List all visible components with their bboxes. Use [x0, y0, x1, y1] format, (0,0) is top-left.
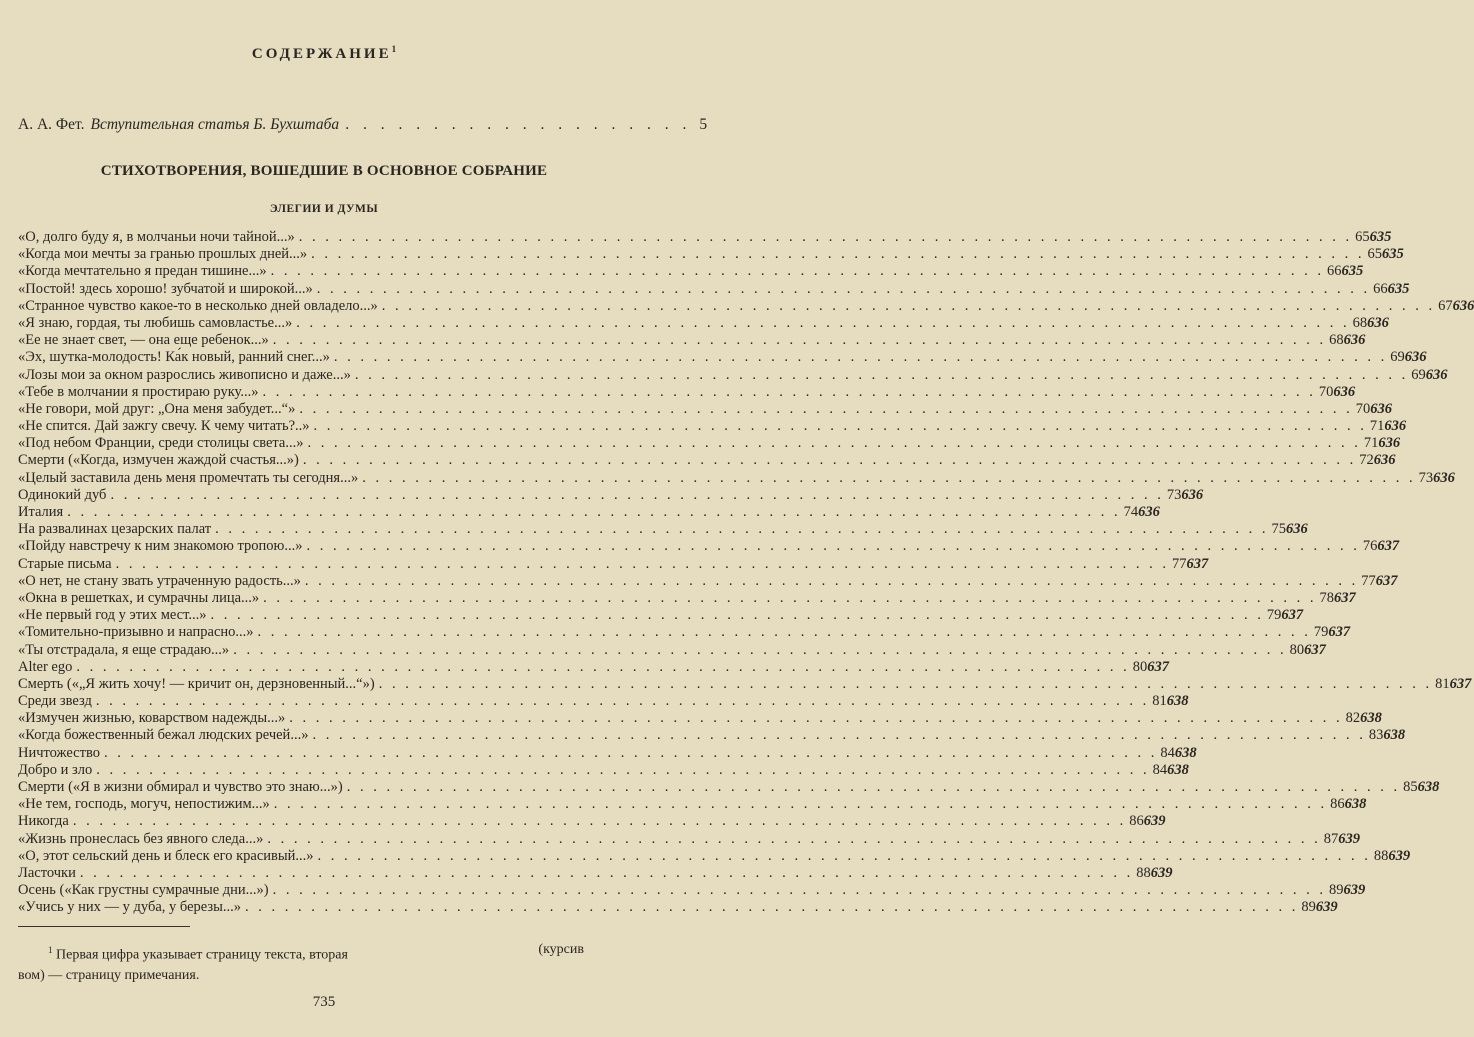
- footnote-text-1-end: (курсив: [538, 942, 584, 957]
- leader-dots: . . . . . . . . . . . . . . . . . . . . . . . . . . . . . . . . . . . . . . . . . . . . . . . . . . . . . . . . . . . . . . . . . . . . . . . . . . . . . . . .: [346, 779, 1401, 795]
- toc-entry: [18, 882, 1366, 899]
- entry-page: 84: [1160, 744, 1175, 761]
- toc-entry: [18, 624, 1351, 641]
- page-number: 735: [312, 994, 336, 1010]
- entry-note-page: 637: [1304, 641, 1326, 658]
- entry-note-page: 637: [1334, 589, 1356, 606]
- leader-dots: . . . . . . . . . . . . . . . . . . . . . . . . . . . . . . . . . . . . . . . . . . . . . . . . . . . . . . . . . . . . . . . . . . . . . . . . . . . . . . . .: [362, 469, 1416, 486]
- toc-entry: [18, 658, 1169, 676]
- toc-entry: [18, 504, 1160, 521]
- entry-note-page: 636: [1452, 297, 1474, 314]
- leader-dots: . . . . . . . . . . . . . . . . . . . . . . . . . . . . . . . . . . . . . . . . . . . . . . . . . . . . . . . . . . . . . . . . . . . . . . . . . . . . . . . .: [244, 899, 1299, 916]
- entry-note-page: 636: [1404, 349, 1427, 366]
- entry-title: «О нет, не стану звать утраченную радость...»: [18, 572, 301, 589]
- toc-entry: [18, 418, 1407, 435]
- entry-note-page: 636: [1378, 435, 1401, 452]
- entry-page: 68: [1329, 332, 1344, 349]
- leader-dots: . . . . . . . . . . . . . . . . . . . . . . . . . . . . . . . . . . . . . . . . . . . . . . . . . . . . . . . . . . . . . . . . . . . . . . . . . . . . . . . .: [267, 830, 1321, 847]
- entry-note-page: 635: [1382, 246, 1404, 263]
- entry-note-page: 638: [1344, 796, 1367, 813]
- toc-entry: [18, 710, 1382, 727]
- entry-title: «Странное чувство какое-то в несколько дней овладело...»: [18, 297, 378, 314]
- entry-title: Ласточки: [18, 864, 76, 881]
- leader-dots: . . . . . . . . . . . . . . . . . . . . . . . . . . . . . . . . . . . . . . . . . . . . . . . . . . . . . . . . . . . . . . . . . . . . . . . . . . . . . . . .: [110, 486, 1164, 503]
- leader-dots: . . . . . . . . . . . . . . . . . . . . . . . . . . . . . . . . . . . . . . . . . . . . . . . . . . . . . . . . . . . . . . . . . . . . . . . . . . . . . . . .: [233, 641, 1287, 658]
- entry-title: Ничтожество: [18, 744, 100, 761]
- section-heading: СТИХОТВОРЕНИЯ, ВОШЕДШИЕ В ОСНОВНОЕ СОБРАНИЕ: [100, 163, 548, 179]
- entry-note-page: 636: [1425, 366, 1448, 383]
- leader-dots: . . . . . . . . . . . . . . . . . . . . . . . . . . . . . . . . . . . . . . . . . . . . . . . . . . . . . . . . . . . . . . . . . . . . . . . . . . . . . . . .: [313, 418, 1367, 435]
- entry-note-page: 639: [1315, 899, 1338, 916]
- entry-title: «Постой! здесь хорошо! зубчатой и широкой...»: [18, 280, 313, 297]
- entry-title: Добро и зло: [18, 761, 93, 778]
- entry-note-page: 637: [1377, 538, 1400, 555]
- entry-title: Среди звезд: [18, 693, 92, 710]
- leader-dots: . . . . . . . . . . . . . . . . . . . . . . . . . . . . . . . . . . . . . . . . . . . . . . . . . . . . . . . . . . . . . . . . . . . . . . . . . . . . . . . .: [298, 229, 1353, 245]
- entry-page: 71: [1363, 435, 1379, 452]
- entry-page: 79: [1266, 607, 1282, 624]
- toc-entry: [18, 555, 1209, 573]
- entry-title: «Тебе в молчании я простираю руку...»: [18, 383, 259, 400]
- entry-title: «Целый заставила день меня промечтать ты сегодня...»: [18, 469, 359, 486]
- leader-dots: . . . . . . . . . . . . . . . . . . . . . . . . . . . . . . . . . . . . . . . . . . . . . . . . . . . . . . . . . . . . . . . . . . . . . . . . . . . . . . . .: [304, 572, 1359, 589]
- leader-dots: . . . . . . . . . . . . . . . . . . . . . . . . . . . . . . . . . . . . . . . . . . . . . . . . . . . . . . . . . . . . . . . . . . . . . . . . . . . . . . . .: [262, 383, 1316, 400]
- leader-dots: . . . . . . . . . . . . . . . . . . . . . . . . . . . . . . . . . . . . . . . . . . . . . . . . . . . . . . . . . . . . . . . . . . . . . . . . . . . . . . . .: [302, 452, 1357, 469]
- toc-entry: [18, 521, 1308, 538]
- entry-note-page: 638: [1417, 779, 1440, 795]
- toc-entry: [18, 675, 1472, 693]
- entry-note-page: 636: [1333, 383, 1356, 400]
- leader-dots: . . . . . . . . . . . . . . . . . . . . . . . . . . . . . . . . . . . . . . . . . . . . . . . . . . . . . . . . . . . . . . . . . . . . . . . . . . . . . . . .: [311, 246, 1365, 263]
- entry-title: Одинокий дуб: [18, 486, 107, 503]
- toc-entry: [18, 280, 1410, 298]
- entry-page: 65: [1367, 246, 1383, 263]
- entry-title: «Я знаю, гордая, ты любишь самовластье...»: [18, 314, 293, 331]
- leader-dots: . . . . . . . . . . . . . . . . . . . . . . . . . . . . . . . . . . . . . . . . . . . . . . . . . . . . . . . . . . . . . . . . . . . . . . . . . . . . . . . .: [95, 693, 1150, 710]
- entry-title: Старые письма: [18, 555, 112, 572]
- entry-page: 88: [1373, 847, 1389, 864]
- toc-entry: [18, 314, 1389, 332]
- toc-entry: [18, 400, 1392, 418]
- footnote: [18, 940, 584, 986]
- toc-entries-list: [18, 229, 1474, 917]
- title-footnote-mark: 1: [391, 44, 397, 54]
- toc-entry: [18, 744, 1197, 762]
- leader-dots: . . . . . . . . . . . . . . . . . . . . . . . . . . . . . . . . . . . . . . . . . . . . . . . . . . . . . . . . . . . . . . . . . . . . . . . . . . . . . . . .: [307, 435, 1361, 452]
- entry-note-page: 638: [1167, 761, 1189, 778]
- entry-note-page: 636: [1433, 469, 1455, 486]
- toc-entry: [18, 727, 1406, 744]
- entry-note-page: 635: [1341, 263, 1364, 280]
- entry-page: 89: [1301, 899, 1316, 916]
- entry-note-page: 637: [1375, 572, 1398, 589]
- entry-title: «Когда мои мечты за гранью прошлых дней...»: [18, 246, 308, 263]
- entry-page: 70: [1318, 383, 1334, 400]
- toc-entry: [18, 693, 1189, 710]
- title-text: СОДЕРЖАНИЕ: [251, 46, 392, 62]
- toc-entry: [18, 297, 1474, 315]
- toc-entry: [18, 847, 1411, 865]
- entry-title: «Когда божественный бежал людских речей...»: [18, 727, 309, 744]
- entry-note-page: 637: [1328, 624, 1351, 641]
- entry-page: 81: [1152, 693, 1167, 710]
- leader-dots: . . . . . . . . . . . . . . . . . . . . . . . . . . . . . . . . . . . . . . . . . . . . . . . . . . . . . . . . . . . . . . . . . . . . . . . . . . . . . . . .: [354, 366, 1409, 383]
- entry-page: 68: [1352, 314, 1368, 331]
- toc-entry: [18, 607, 1304, 624]
- entry-page: 79: [1313, 624, 1329, 641]
- leader-dots: . . . . . . . . . . . . . . . . . . . . . . . . . . . . . . . . . . . . . . . . . . . . . . . . . . . . . . . . . . . . . . . . . . . . . . . . . . . . . . . .: [316, 280, 1371, 297]
- entry-page: 82: [1345, 710, 1361, 727]
- entry-note-page: 637: [1147, 658, 1169, 675]
- entry-note-page: 636: [1343, 332, 1366, 349]
- entry-title: «Не тем, господь, могуч, непостижим...»: [18, 796, 270, 813]
- entry-note-page: 638: [1383, 727, 1406, 744]
- entry-title: Никогда: [18, 813, 69, 830]
- entry-note-page: 638: [1360, 710, 1382, 727]
- entry-note-page: 637: [1449, 675, 1472, 692]
- entry-title: «Ее не знает свет, — она еще ребенок...»: [18, 332, 269, 349]
- intro-page: 5: [699, 116, 708, 133]
- entry-title: «О, этот сельский день и блеск его красивый...»: [18, 847, 314, 864]
- leader-dots: . . . . . . . . . . . . . . . . . . . . . . . . . . . . . . . . . . . . . . . . . . . . . . . . . . . . . . . . . . . . . . . . . . . . . . . . . . . . . . . .: [257, 624, 1311, 641]
- entry-page: 75: [1271, 521, 1286, 538]
- entry-title: «Не говори, мой друг: „Она меня забудет...“»: [18, 400, 296, 417]
- entry-note-page: 635: [1369, 229, 1392, 245]
- leader-dots: . . . . . . . . . . . . . . . . . . . . . . . . . . . . . . . . . . . . . . . . . . . . . . . . . . . . . . . . . . . . . . . . . . . . . . . . . . . . . . . .: [289, 710, 1343, 727]
- entry-title: «Не первый год у этих мест...»: [18, 607, 207, 624]
- entry-page: 66: [1326, 263, 1342, 280]
- entry-note-page: 636: [1370, 400, 1392, 417]
- toc-entry: [18, 641, 1326, 659]
- entry-note-page: 639: [1338, 830, 1360, 847]
- leader-dots: . . . . . . . . . . . . . . . . . . . . . . . . . . . . . . . . . . . . . . . . . . . . . . . . . . . . . . . . . . . . . . . . . . . . . . . . . . . . . . . .: [96, 761, 1150, 778]
- toc-entry: [18, 761, 1189, 779]
- leader-dots: . . . . . . . . . . . . . . . . . . . . . . . . . . . . . . . . . . . . . . . . . . . . . . . . . . . . . . . . . . . . . . . . . . . . . . . . . . . . . . . .: [299, 400, 1353, 417]
- entry-title: «Ты отстрадала, я еще страдаю...»: [18, 641, 230, 658]
- toc-entry: [18, 332, 1366, 349]
- entry-page: 69: [1411, 366, 1426, 383]
- entry-title: Смерти («Я в жизни обмирал и чувство это знаю...»): [18, 779, 343, 795]
- entry-note-page: 636: [1285, 521, 1308, 538]
- entry-page: 71: [1369, 418, 1385, 435]
- entry-note-page: 637: [1281, 607, 1304, 624]
- entry-title: «Пойду навстречу к ним знакомою тропою...»: [18, 538, 303, 555]
- entry-page: 67: [1438, 297, 1453, 314]
- entry-note-page: 639: [1343, 882, 1366, 899]
- entry-note-page: 639: [1150, 864, 1173, 881]
- leader-dots: . . . . . . . . . . . . . . . . . . . . . . . . . . . . . . . . . . . . . . . . . . . . . . . . . . . . . . . . . . . . . . . . . . . . . . . . . . . . . . . .: [381, 297, 1436, 314]
- leader-dots: . . . . . . . . . . . . . . . . . . . . . . . . . . . . . . . . . . . . . . . . . . . . . . . . . . . . . . . . . . . . . . . . . . . . . . . . . . . . . . . .: [270, 263, 1324, 280]
- entry-note-page: 639: [1143, 813, 1166, 830]
- leader-dots: . . . . . . . . . . . . . . . . . . . . . . . . . . . . . . . . . . . . . . . . . . . . . . . . . . . . . . . . . . . . . . . . . . . . . . . . . . . . . . . .: [306, 538, 1360, 555]
- entry-page: 77: [1361, 572, 1376, 589]
- leader-dots: . . . . . . . . . . . . . . . . . . . . . . . . . . . . . . . . . . . . . . . . . . . . . . . . . . . . . . . . . . . . . . . . . . . . . . . . . . . . . . . .: [103, 744, 1158, 761]
- leader-dots: . . . . . . . . . . . . . . . . . . . . . . . . . . . . . . . . . . . . . . . . . . . . . . . . . . . . . . . . . . . . . . . . . . . . . . . . . . . . . . . .: [67, 504, 1121, 520]
- entry-title: «Не спится. Дай зажгу свечу. К чему читать?..»: [18, 418, 310, 435]
- entry-page: 74: [1123, 504, 1139, 520]
- toc-entry: [18, 435, 1401, 452]
- entry-title: Италия: [18, 504, 64, 520]
- entry-page: 81: [1435, 675, 1450, 692]
- subsection-heading: ЭЛЕГИИ И ДУМЫ: [269, 203, 379, 215]
- leader-dots: . . . . . . . . . . . . . . . . . . . . . . . . . . . . . . . . . . . . . . . . . . . . . . . . . . . . . . . . . . . . . . . . . . . . . . . . . . . . . . . .: [378, 675, 1433, 692]
- leader-dots: . . . . . . . . . . . . . . . . . . . . . . . . . . . . . . . . . . . . . . . . . . . . . . . . . . . . . . . . . . . . . . . . . . . . . . . . . . . . . . . .: [76, 658, 1130, 675]
- toc-entry: [18, 486, 1204, 504]
- entry-note-page: 635: [1387, 280, 1410, 297]
- toc-entry: [18, 589, 1356, 607]
- leader-dots: . . . . . . . . . . . . . . . . . . . . . . . . . . . . . . . . . . . . . . . . . . . . . . . . . . . . . . . . . . . . . . . . . . . . . . . . . . . . . . . .: [317, 847, 1371, 864]
- leader-dots: . . . . . . . . . . . . . . . . . . . . . . . . . . . . . . . . . . . . . . . . . . . . . . . . . . . . . . . . . . . . . . . . . . . . . . . . . . . . . . . .: [263, 589, 1317, 606]
- entry-page: 83: [1368, 727, 1384, 744]
- toc-entry: [18, 452, 1396, 469]
- leader-dots: . . . . . . . . . . . . . . . . . . . . . . . . . . . . . . . . . . . . . . . . . . . . . . . . . . . . . . . . . . . . . . . . . . . . . . . . . . . . . . . .: [72, 813, 1127, 830]
- footnote-mark: 1: [48, 945, 53, 955]
- leader-dots: . . . . . . . . . . . . . . . . . . . . . . . . . . . . . . . . . . . . . . . . . . . . . . . . . . . . . . . . . . . . . . . . . . . . . . . . . . . . . . . .: [272, 882, 1327, 899]
- leader-dots: . . . . . . . . . . . . . . . . . . . . . . . . . . . . . . . . . . . . . . . . . . . . . . . . . . . . . . . . . . . . . . . . . . . . . . . . . . . . . . . .: [273, 796, 1328, 813]
- toc-entry: [18, 538, 1400, 555]
- entry-title: «Жизнь пронеслась без явного следа...»: [18, 830, 264, 847]
- toc-entry: [18, 779, 1440, 796]
- entry-page: 87: [1323, 830, 1339, 847]
- intro-author: А. А. Фет.: [18, 116, 85, 133]
- entry-page: 73: [1166, 486, 1182, 503]
- entry-title: «Томительно-призывно и напрасно...»: [18, 624, 254, 641]
- toc-entry: [18, 572, 1398, 590]
- intro-leader-dots: . . . . . . . . . . . . . . . . . . . .: [345, 116, 692, 133]
- toc-entry: [18, 864, 1173, 882]
- entry-title: «Эх, шутка-молодость! Ка́к новый, ранний снег...»: [18, 349, 330, 366]
- entry-page: 66: [1373, 280, 1388, 297]
- leader-dots: . . . . . . . . . . . . . . . . . . . . . . . . . . . . . . . . . . . . . . . . . . . . . . . . . . . . . . . . . . . . . . . . . . . . . . . . . . . . . . . .: [312, 727, 1366, 744]
- entry-note-page: 637: [1186, 555, 1209, 572]
- entry-note-page: 636: [1181, 486, 1204, 503]
- intro-entry: [18, 115, 708, 135]
- entry-page: 86: [1330, 796, 1345, 813]
- entry-title: Осень («Как грустны сумрачные дни...»): [18, 882, 269, 899]
- entry-page: 89: [1329, 882, 1344, 899]
- entry-title: Смерти («Когда, измучен жаждой счастья...»): [18, 452, 299, 469]
- entry-page: 85: [1403, 779, 1418, 795]
- toc-entry: [18, 366, 1448, 384]
- toc-entry: [18, 830, 1360, 848]
- entry-page: 73: [1418, 469, 1434, 486]
- entry-title: «Учись у них — у дуба, у березы...»: [18, 899, 241, 916]
- toc-entry: [18, 469, 1455, 487]
- toc-entry: [18, 899, 1338, 916]
- entry-page: 80: [1289, 641, 1305, 658]
- entry-page: 86: [1129, 813, 1144, 830]
- leader-dots: . . . . . . . . . . . . . . . . . . . . . . . . . . . . . . . . . . . . . . . . . . . . . . . . . . . . . . . . . . . . . . . . . . . . . . . . . . . . . . . .: [272, 332, 1327, 349]
- leader-dots: . . . . . . . . . . . . . . . . . . . . . . . . . . . . . . . . . . . . . . . . . . . . . . . . . . . . . . . . . . . . . . . . . . . . . . . . . . . . . . . .: [296, 314, 1350, 331]
- footnote-rule: [18, 926, 190, 927]
- entry-page: 80: [1132, 658, 1148, 675]
- toc-entry: [18, 349, 1427, 366]
- entry-page: 70: [1355, 400, 1371, 417]
- entry-title: «Измучен жизнью, коварством надежды...»: [18, 710, 286, 727]
- leader-dots: . . . . . . . . . . . . . . . . . . . . . . . . . . . . . . . . . . . . . . . . . . . . . . . . . . . . . . . . . . . . . . . . . . . . . . . . . . . . . . . .: [215, 521, 1269, 538]
- leader-dots: . . . . . . . . . . . . . . . . . . . . . . . . . . . . . . . . . . . . . . . . . . . . . . . . . . . . . . . . . . . . . . . . . . . . . . . . . . . . . . . .: [333, 349, 1388, 366]
- footnote-text-2: вом) — страницу примечания.: [18, 967, 200, 983]
- entry-page: 72: [1359, 452, 1374, 469]
- leader-dots: . . . . . . . . . . . . . . . . . . . . . . . . . . . . . . . . . . . . . . . . . . . . . . . . . . . . . . . . . . . . . . . . . . . . . . . . . . . . . . . .: [79, 864, 1134, 881]
- entry-title: «О, долго буду я, в молчаньи ночи тайной...»: [18, 229, 295, 245]
- entry-note-page: 638: [1174, 744, 1197, 761]
- toc-entry: [18, 263, 1364, 280]
- entry-note-page: 638: [1166, 693, 1189, 710]
- entry-title: Alter ego: [18, 658, 73, 675]
- entry-page: 76: [1362, 538, 1378, 555]
- page-title: [0, 44, 648, 63]
- entry-title: «Лозы мои за окном разрослись живописно и даже...»: [18, 366, 351, 383]
- entry-page: 65: [1355, 229, 1370, 245]
- toc-entry: [18, 246, 1404, 263]
- entry-page: 88: [1136, 864, 1151, 881]
- entry-note-page: 636: [1367, 314, 1389, 331]
- toc-entry: [18, 796, 1367, 813]
- entry-title: Смерть («„Я жить хочу! — кричит он, дерзновенный...“»): [18, 675, 375, 692]
- entry-page: 69: [1390, 349, 1405, 366]
- entry-page: 78: [1319, 589, 1335, 606]
- entry-page: 84: [1152, 761, 1168, 778]
- leader-dots: . . . . . . . . . . . . . . . . . . . . . . . . . . . . . . . . . . . . . . . . . . . . . . . . . . . . . . . . . . . . . . . . . . . . . . . . . . . . . . . .: [115, 555, 1169, 572]
- entry-title: «Когда мечтательно я предан тишине...»: [18, 263, 267, 280]
- entry-note-page: 636: [1384, 418, 1407, 435]
- toc-entry: [18, 383, 1356, 401]
- entry-page: 77: [1171, 555, 1187, 572]
- intro-article-title: Вступительная статья Б. Бухштаба: [90, 116, 340, 133]
- toc-entry: [18, 229, 1392, 246]
- toc-entry: [18, 813, 1166, 830]
- entry-note-page: 636: [1373, 452, 1396, 469]
- entry-title: На развалинах цезарских палат: [18, 521, 212, 538]
- entry-note-page: 636: [1138, 504, 1160, 520]
- entry-note-page: 639: [1388, 847, 1411, 864]
- leader-dots: . . . . . . . . . . . . . . . . . . . . . . . . . . . . . . . . . . . . . . . . . . . . . . . . . . . . . . . . . . . . . . . . . . . . . . . . . . . . . . . .: [210, 607, 1264, 624]
- footnote-text-1: Первая цифра указывает страницу текста, вторая: [56, 947, 348, 963]
- entry-title: «Окна в решетках, и сумрачны лица...»: [18, 589, 260, 606]
- footnote-line-1: [18, 940, 584, 966]
- entry-title: «Под небом Франции, среди столицы света...»: [18, 435, 304, 452]
